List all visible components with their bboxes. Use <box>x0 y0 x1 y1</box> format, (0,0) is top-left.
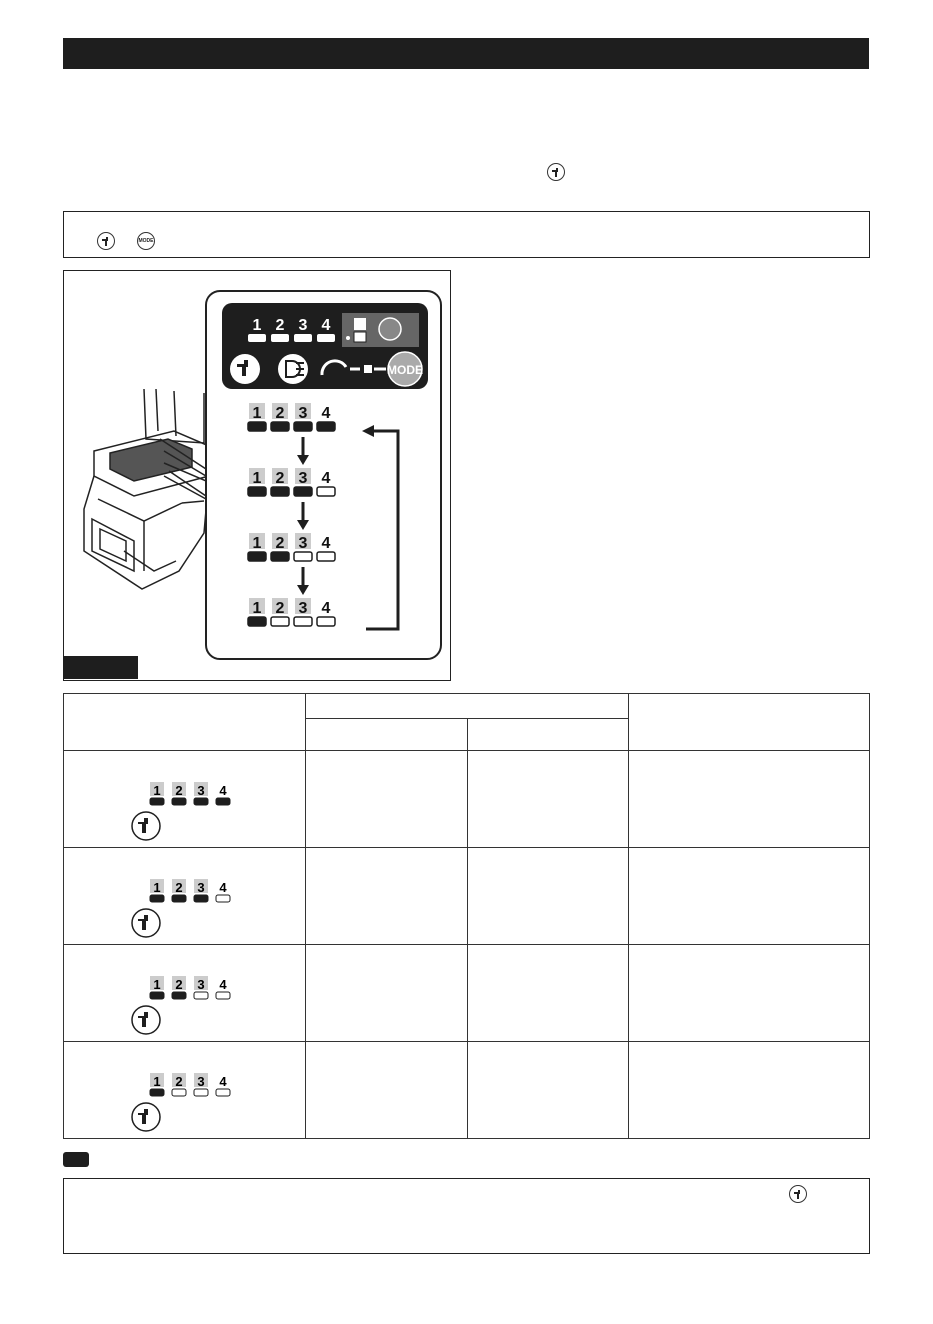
application-cell <box>629 751 870 848</box>
level-number: 2 <box>175 880 183 895</box>
mode-cell <box>64 1042 306 1139</box>
led-off <box>271 617 289 626</box>
header-cell-2 <box>306 694 629 719</box>
level-number: 2 <box>175 977 183 992</box>
level-number: 1 <box>252 405 262 422</box>
value-cell <box>468 1042 629 1139</box>
spec-table <box>63 693 870 1139</box>
led-off <box>317 552 335 561</box>
level-number: 2 <box>275 405 285 422</box>
mode-cell <box>64 945 306 1042</box>
led-on <box>194 798 208 805</box>
impact-force-icon <box>547 163 565 181</box>
value-cell <box>468 945 629 1042</box>
led-off <box>317 617 335 626</box>
row-indicator <box>64 1042 306 1138</box>
header-subcell-2 <box>468 719 629 751</box>
level-number: 1 <box>153 783 161 798</box>
value-cell <box>468 848 629 945</box>
level-number: 1 <box>153 880 161 895</box>
level-number: 4 <box>321 405 331 422</box>
mode-button-label: MODE <box>387 363 423 377</box>
led-on <box>271 422 289 431</box>
level-number: 4 <box>321 535 331 552</box>
led-on <box>194 895 208 902</box>
led-on <box>172 992 186 999</box>
value-cell <box>468 751 629 848</box>
level-number: 4 <box>321 470 331 487</box>
table-row <box>64 751 870 848</box>
led-on <box>216 798 230 805</box>
led-off <box>294 617 312 626</box>
mode-cell <box>64 848 306 945</box>
panel-level-4: 4 <box>321 317 331 334</box>
level-number: 2 <box>275 470 285 487</box>
level-number: 4 <box>219 1074 227 1089</box>
level-number: 4 <box>219 977 227 992</box>
figure-label <box>63 656 138 679</box>
level-number: 3 <box>298 535 308 552</box>
level-number: 1 <box>252 600 262 617</box>
level-number: 2 <box>175 783 183 798</box>
header-cell-1 <box>64 694 306 751</box>
led-off <box>216 1089 230 1096</box>
led-on <box>150 992 164 999</box>
led-on <box>294 487 312 496</box>
level-number: 2 <box>275 535 285 552</box>
level-number: 2 <box>175 1074 183 1089</box>
level-number: 3 <box>197 783 205 798</box>
led-off <box>172 1089 186 1096</box>
led-off <box>216 895 230 902</box>
value-cell <box>306 751 468 848</box>
mode-button-icon <box>137 232 155 250</box>
impact-force-icon <box>97 232 115 250</box>
level-number: 1 <box>153 977 161 992</box>
led-off <box>194 992 208 999</box>
panel-level-1: 1 <box>252 317 262 334</box>
table-row <box>64 1042 870 1139</box>
level-number: 1 <box>252 535 262 552</box>
level-number: 3 <box>197 880 205 895</box>
impact-force-icon <box>789 1185 807 1203</box>
level-number: 3 <box>298 405 308 422</box>
row-indicator <box>64 945 306 1041</box>
led-on <box>248 617 266 626</box>
led-on <box>248 487 266 496</box>
level-number: 3 <box>298 600 308 617</box>
led-on <box>294 422 312 431</box>
led-on <box>248 552 266 561</box>
note-box-top <box>63 211 870 258</box>
led-on <box>248 422 266 431</box>
led-on <box>317 422 335 431</box>
led-on <box>150 895 164 902</box>
led-off <box>194 1089 208 1096</box>
level-number: 1 <box>252 470 262 487</box>
led-off <box>294 552 312 561</box>
level-number: 3 <box>197 977 205 992</box>
level-number: 4 <box>321 600 331 617</box>
led-off <box>317 487 335 496</box>
level-number: 3 <box>298 470 308 487</box>
level-number: 4 <box>219 880 227 895</box>
header-subcell-1 <box>306 719 468 751</box>
mode-icon-label: MODE <box>138 238 154 244</box>
level-number: 1 <box>153 1074 161 1089</box>
value-cell <box>306 1042 468 1139</box>
application-cell <box>629 848 870 945</box>
note-box-bottom <box>63 1178 870 1254</box>
led-on <box>150 798 164 805</box>
level-number: 4 <box>219 783 227 798</box>
figure-frame <box>63 270 451 681</box>
application-cell <box>629 945 870 1042</box>
auto-stop-icon <box>379 318 401 340</box>
application-cell <box>629 1042 870 1139</box>
led-off <box>216 992 230 999</box>
mode-cell <box>64 751 306 848</box>
led-on <box>271 552 289 561</box>
row-indicator <box>64 848 306 944</box>
header-cell-3 <box>629 694 870 751</box>
note-badge <box>63 1152 89 1167</box>
table-row <box>64 945 870 1042</box>
panel-level-2: 2 <box>275 317 285 334</box>
row-indicator <box>64 751 306 847</box>
level-number: 2 <box>275 600 285 617</box>
led-on <box>271 487 289 496</box>
value-cell <box>306 945 468 1042</box>
section-header-bar <box>63 38 869 69</box>
led-on <box>172 895 186 902</box>
panel-level-3: 3 <box>298 317 308 334</box>
table-row <box>64 848 870 945</box>
led-on <box>150 1089 164 1096</box>
level-number: 3 <box>197 1074 205 1089</box>
led-on <box>172 798 186 805</box>
value-cell <box>306 848 468 945</box>
tool-illustration <box>64 271 450 680</box>
